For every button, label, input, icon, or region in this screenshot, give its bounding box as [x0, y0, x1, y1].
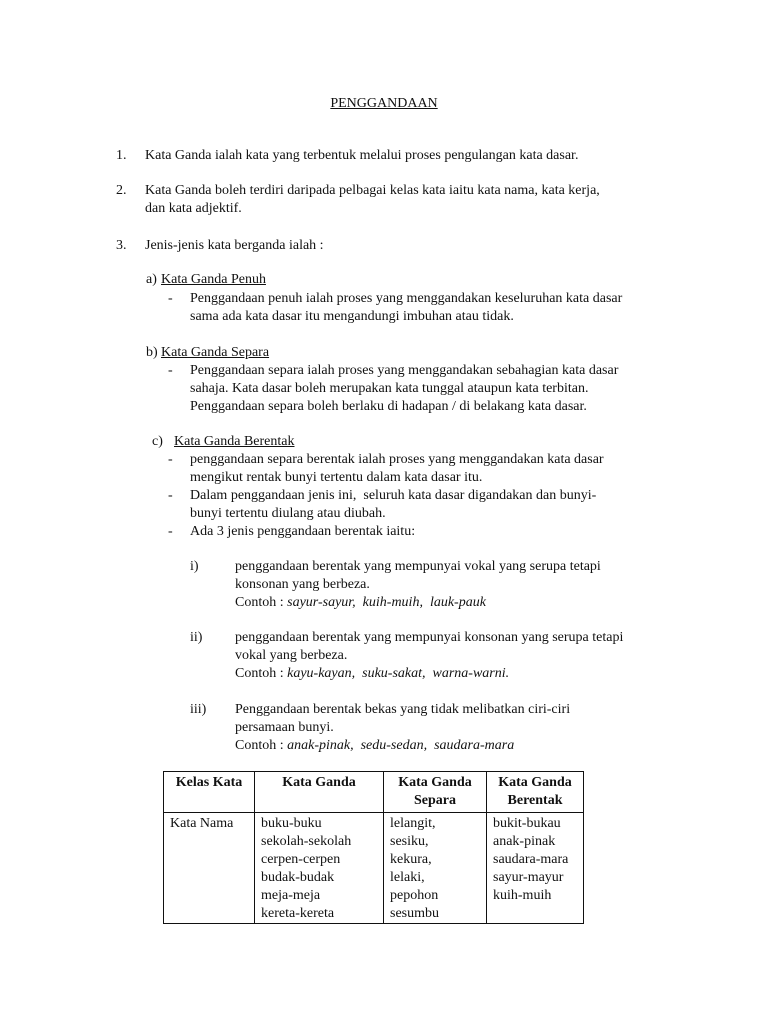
item-2-number: 2. — [116, 183, 127, 198]
cell-text: kereta-kereta — [261, 906, 335, 921]
type-b-bullet-line-1: Penggandaan separa ialah proses yang menggandakan sebahagian kata dasar — [190, 363, 619, 378]
table-row — [164, 813, 584, 924]
type-c-marker: c) — [152, 434, 163, 449]
type-a-dash: - — [168, 291, 173, 306]
cell-text: lelangit, — [390, 816, 436, 831]
type-c-dash-2: - — [168, 488, 173, 503]
table-header-kelas-kata: Kelas Kata — [164, 772, 255, 813]
item-2-line-2: dan kata adjektif. — [145, 201, 242, 216]
table-cell-separa — [384, 813, 487, 924]
type-c-dash-3: - — [168, 524, 173, 539]
type-b-heading: Kata Ganda Separa — [161, 345, 270, 360]
type-b-marker: b) — [146, 345, 158, 360]
cell-text: saudara-mara — [493, 852, 569, 867]
page-title: PENGGANDAAN — [330, 96, 438, 111]
type-c-bullet-3-line-1: Ada 3 jenis penggandaan berentak iaitu: — [190, 524, 416, 539]
type-b-bullet-line-2: sahaja. Kata dasar boleh merupakan kata tunggal ataupun kata terbitan. — [190, 381, 589, 396]
item-1-number: 1. — [116, 148, 127, 163]
contoh-examples: sayur-sayur, kuih-muih, lauk-pauk — [287, 595, 486, 610]
type-a-heading: Kata Ganda Penuh — [161, 272, 266, 287]
cell-text: meja-meja — [261, 888, 321, 903]
table-header-row — [164, 772, 584, 813]
cell-text: anak-pinak — [493, 834, 556, 849]
table-header-kata-ganda: Kata Ganda — [255, 772, 384, 813]
table-cell-ganda — [255, 813, 384, 924]
cell-text: lelaki, — [390, 870, 425, 885]
contoh-examples: anak-pinak, sedu-sedan, saudara-mara — [287, 738, 515, 753]
type-a-marker: a) — [146, 272, 157, 287]
subtype-2-contoh — [235, 665, 509, 683]
cell-text: bukit-bukau — [493, 816, 561, 831]
table-header-kata-ganda-berentak: Kata Ganda Berentak — [487, 772, 584, 813]
contoh-label: Contoh : — [235, 738, 288, 753]
type-c-bullet-1-line-1: penggandaan separa berentak ialah proses yang menggandakan kata dasar — [190, 452, 604, 467]
cell-text: Kata Nama — [170, 816, 234, 831]
table-cell-berentak — [487, 813, 584, 924]
cell-text: kuih-muih — [493, 888, 552, 903]
cell-text: pepohon — [390, 888, 439, 903]
type-b-bullet-line-3: Penggandaan separa boleh berlaku di hadapan / di belakang kata dasar. — [190, 399, 587, 414]
subtype-1-line-1: penggandaan berentak yang mempunyai vokal yang serupa tetapi — [235, 559, 601, 574]
subtype-3-line-2: persamaan bunyi. — [235, 720, 334, 735]
table-header-kata-ganda-separa: Kata Ganda Separa — [384, 772, 487, 813]
subtype-1-line-2: konsonan yang berbeza. — [235, 577, 370, 592]
contoh-label: Contoh : — [235, 595, 288, 610]
type-c-heading: Kata Ganda Berentak — [174, 434, 295, 449]
type-a-bullet-line-1: Penggandaan penuh ialah proses yang menggandakan keseluruhan kata dasar — [190, 291, 623, 306]
item-2-line-1: Kata Ganda boleh terdiri daripada pelbagai kelas kata iaitu kata nama, kata kerja, — [145, 183, 600, 198]
type-b-dash: - — [168, 363, 173, 378]
type-c-dash-1: - — [168, 452, 173, 467]
subtype-1-contoh — [235, 594, 486, 612]
cell-text: sekolah-sekolah — [261, 834, 352, 849]
cell-text: sesumbu — [390, 906, 439, 921]
cell-text: kekura, — [390, 852, 432, 867]
cell-text: sesiku, — [390, 834, 429, 849]
item-1-text: Kata Ganda ialah kata yang terbentuk melalui proses pengulangan kata dasar. — [145, 148, 579, 163]
contoh-label: Contoh : — [235, 666, 288, 681]
subtype-3-line-1: Penggandaan berentak bekas yang tidak melibatkan ciri-ciri — [235, 702, 571, 717]
type-c-bullet-2-line-2: bunyi tertentu diulang atau diubah. — [190, 506, 386, 521]
subtype-2-line-2: vokal yang berbeza. — [235, 648, 348, 663]
type-a-bullet-line-2: sama ada kata dasar itu mengandungi imbuhan atau tidak. — [190, 309, 514, 324]
type-c-bullet-1-line-2: mengikut rentak bunyi tertentu dalam kata dasar itu. — [190, 470, 483, 485]
type-c-bullet-2-line-1: Dalam penggandaan jenis ini, seluruh kata dasar digandakan dan bunyi- — [190, 488, 597, 503]
subtype-2-number: ii) — [190, 630, 203, 645]
subtype-3-contoh — [235, 737, 514, 755]
table-cell-kelas — [164, 813, 255, 924]
item-3-number: 3. — [116, 238, 127, 253]
cell-text: buku-buku — [261, 816, 322, 831]
kata-ganda-table — [163, 771, 584, 924]
cell-text: budak-budak — [261, 870, 335, 885]
subtype-1-number: i) — [190, 559, 199, 574]
cell-text: sayur-mayur — [493, 870, 564, 885]
contoh-examples: kayu-kayan, suku-sakat, warna-warni. — [287, 666, 510, 681]
subtype-3-number: iii) — [190, 702, 207, 717]
cell-text: cerpen-cerpen — [261, 852, 341, 867]
subtype-2-line-1: penggandaan berentak yang mempunyai konsonan yang serupa tetapi — [235, 630, 624, 645]
item-3-text: Jenis-jenis kata berganda ialah : — [145, 238, 324, 253]
